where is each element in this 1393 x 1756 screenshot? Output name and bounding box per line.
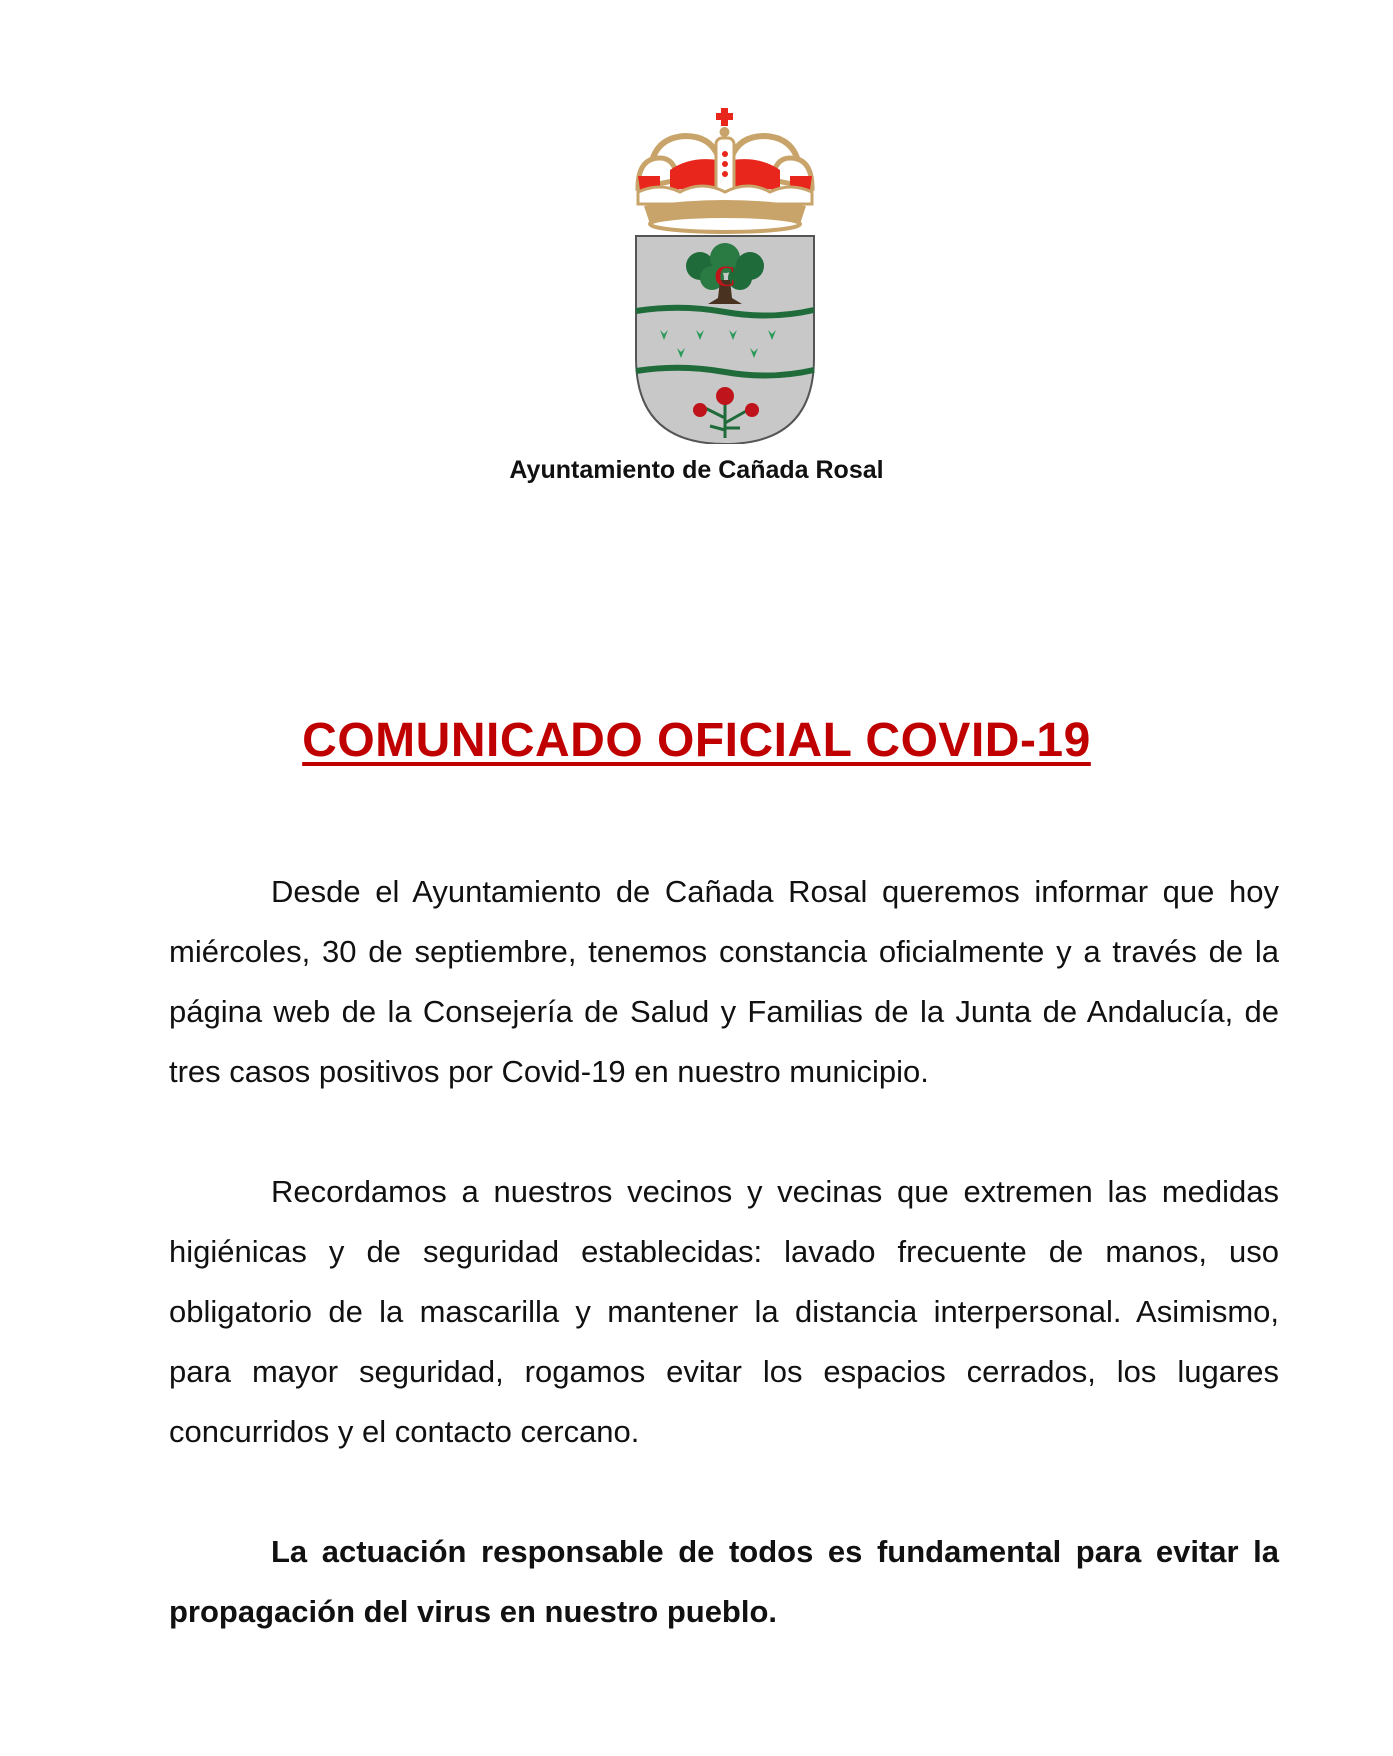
svg-text:C: C: [714, 260, 736, 293]
municipality-caption: Ayuntamiento de Cañada Rosal: [509, 456, 884, 484]
paragraph-text: Desde el Ayuntamiento de Cañada Rosal queremos informar que hoy miércoles, 30 de septiembre, tenemos constancia oficialmente y a través de la página web de la Consejería de Salud y Familias de la Junta de Andalucía, de tres casos positivos por Covid-19 en nuestro municipio.: [169, 874, 1279, 1089]
title-text: COMUNICADO OFICIAL COVID-19: [302, 714, 1091, 767]
paragraph-text: La actuación responsable de todos es fundamental para evitar la propagación del virus en nuestro pueblo.: [169, 1534, 1279, 1629]
page-title: [0, 713, 1393, 768]
paragraph-recommendations: [169, 1162, 1279, 1462]
paragraph-announcement: [169, 862, 1279, 1102]
coat-of-arms-icon: [630, 108, 820, 444]
paragraph-text: Recordamos a nuestros vecinos y vecinas que extremen las medidas higiénicas y de seguridad establecidas: lavado frecuente de manos, uso obligatorio de la mascarilla y mantener la distancia interpersonal. Asimismo, para mayor seguridad, rogamos evitar los espacios cerrados, los lugares concurridos y el contacto cercano.: [169, 1174, 1279, 1449]
paragraph-closing: [169, 1522, 1279, 1642]
